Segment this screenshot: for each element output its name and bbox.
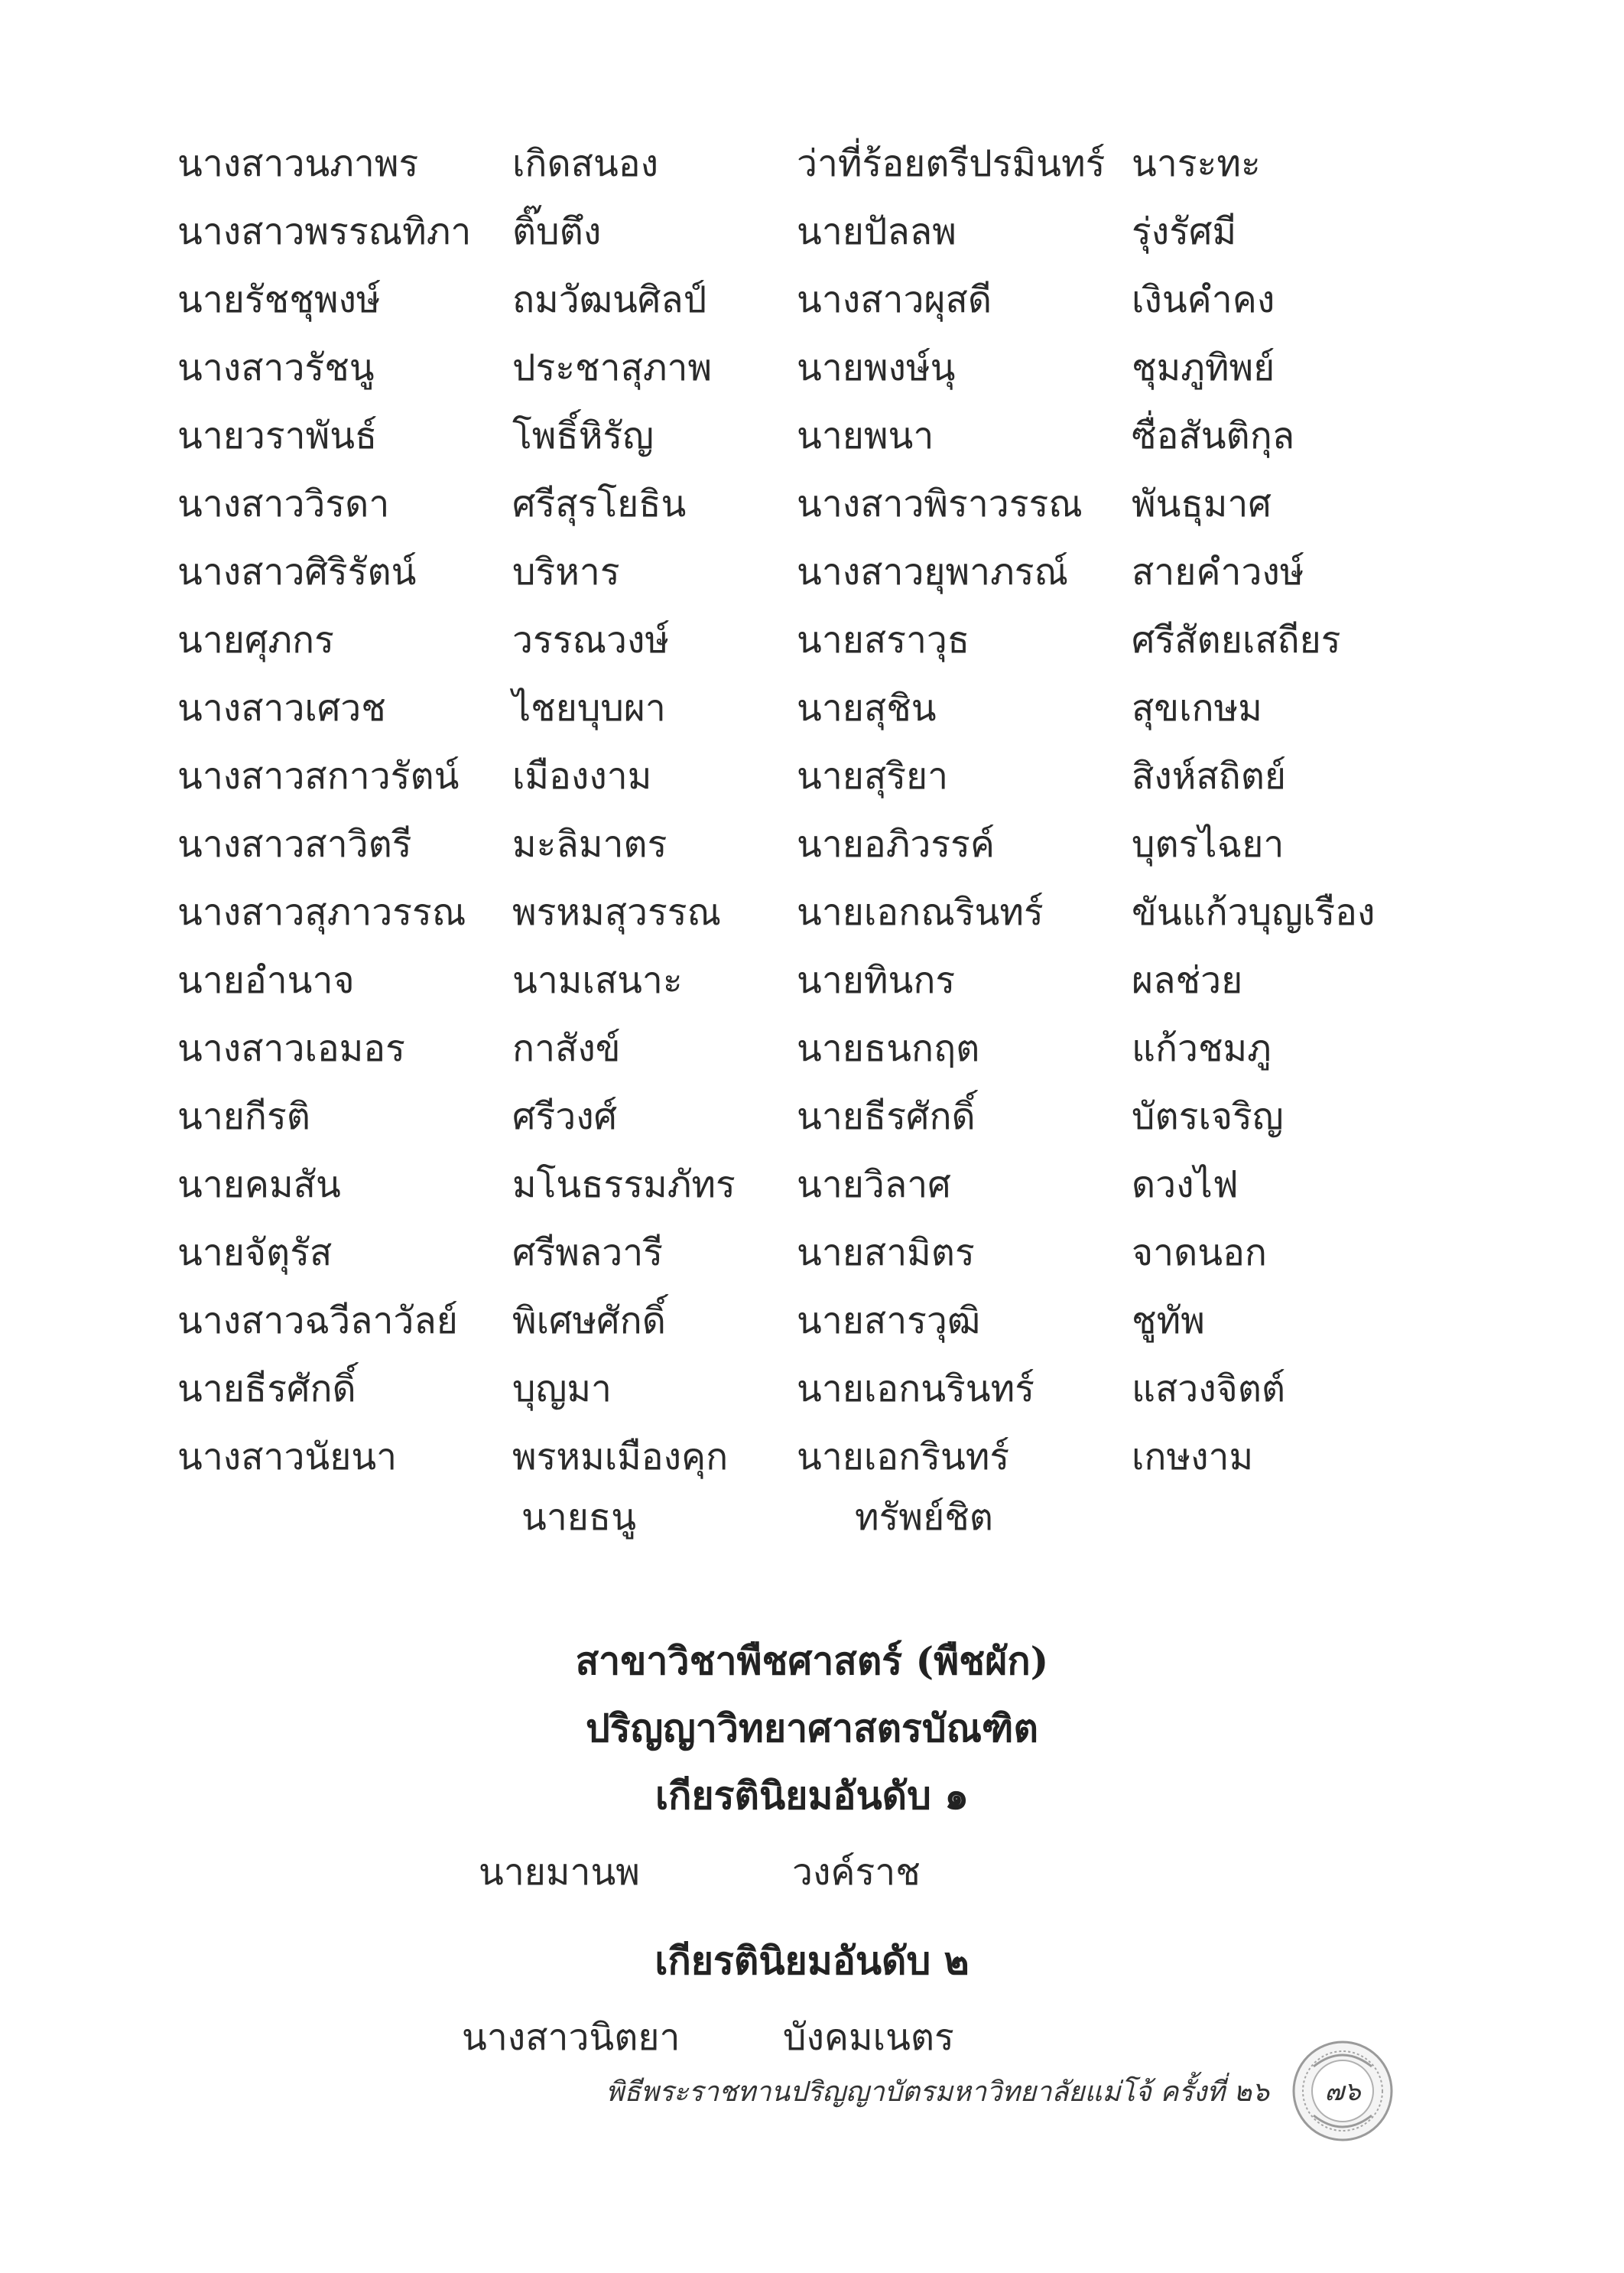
last-name: พันธุมาศ [1132, 483, 1272, 525]
graduate-name-row [177, 334, 1370, 402]
first-name: นางสาวเศวช [177, 687, 386, 730]
last-name: วรรณวงษ์ [512, 619, 670, 662]
first-name: นางสาวศิริรัตน์ [177, 551, 417, 593]
graduate-name-row [177, 743, 1370, 811]
first-name: นายธีรศักดิ์ [797, 1095, 976, 1138]
graduate-names-table [177, 130, 1376, 1491]
first-name: นางสาวนภาพร [177, 142, 419, 185]
last-name: โพธิ์หิรัญ [512, 415, 654, 457]
honor-first-class-heading: เกียรตินิยมอันดับ ๑ [655, 1773, 969, 1818]
last-name: ติ๊บตึง [512, 210, 602, 253]
graduate-name-row [177, 1423, 1370, 1491]
last-name: จาดนอก [1132, 1231, 1267, 1274]
last-name: ชุมภูทิพย์ [1132, 346, 1275, 389]
first-name: นายคมสัน [177, 1163, 341, 1206]
graduate-name-row [177, 1151, 1370, 1219]
first-name: นายอภิวรรค์ [797, 823, 995, 866]
page-number: ๗๖ [1324, 2076, 1361, 2107]
graduate-name-row [177, 470, 1370, 538]
last-name: มโนธรรมภัทร [512, 1163, 736, 1206]
last-name: มะลิมาตร [512, 823, 667, 866]
graduate-name-row [177, 402, 1370, 470]
first-name: นายวราพันธ์ [177, 415, 378, 457]
last-name: เมืองงาม [512, 755, 652, 798]
first-name: นางสาวนิตยา [462, 2016, 680, 2059]
last-name: ไชยบุบผา [512, 687, 666, 730]
last-name: ศรีพลวารี [512, 1231, 663, 1274]
first-name: นางสาวเอมอร [177, 1027, 405, 1070]
graduate-name-row [177, 266, 1370, 334]
last-name: พรหมเมืองคุก [512, 1436, 729, 1478]
last-name: สายคำวงษ์ [1132, 551, 1304, 593]
first-name: นายธนกฤต [797, 1027, 980, 1070]
graduate-name-row-final [0, 1484, 1624, 1552]
honor-first-class-row [0, 1839, 1624, 1906]
last-name: ศรีสัตยเสถียร [1132, 619, 1341, 662]
last-name: เกิดสนอง [512, 142, 659, 185]
last-name: พิเศษศักดิ์ [512, 1299, 666, 1342]
last-name: เกษงาม [1132, 1436, 1254, 1478]
last-name: ชูทัพ [1132, 1299, 1205, 1342]
last-name: เงินคำคง [1132, 278, 1275, 321]
first-name: นายศุภกร [177, 619, 334, 662]
last-name: ซื่อสันติกุล [1132, 415, 1295, 457]
graduate-name-row [177, 1083, 1370, 1151]
last-name: ทรัพย์ชิต [855, 1496, 993, 1539]
graduate-name-row [177, 538, 1370, 606]
first-name: นางสาวผุสดี [797, 278, 992, 321]
last-name: ศรีวงศ์ [512, 1095, 618, 1138]
last-name: ดวงไฟ [1132, 1163, 1239, 1206]
first-name: นางสาวฉวีลาวัลย์ [177, 1299, 458, 1342]
first-name: นายมานพ [479, 1851, 640, 1894]
first-name: นายทินกร [797, 959, 956, 1002]
first-name: นายพนา [797, 415, 934, 457]
last-name: พรหมสุวรรณ [512, 891, 722, 934]
honor-second-class-heading: เกียรตินิยมอันดับ ๒ [654, 1938, 970, 1983]
first-name: นายเอกรินทร์ [797, 1436, 1010, 1478]
first-name: นายเอกณรินทร์ [797, 891, 1044, 934]
last-name: บังคมเนตร [783, 2016, 954, 2059]
last-name: สุขเกษม [1132, 687, 1262, 730]
graduate-name-row [177, 1219, 1370, 1287]
first-name: นางสาวสาวิตรี [177, 823, 412, 866]
graduate-name-row [177, 1287, 1370, 1355]
first-name: นายพงษ์นุ [797, 346, 956, 389]
last-name: บุญมา [512, 1367, 612, 1410]
first-name: นายอำนาจ [177, 959, 355, 1002]
graduate-name-row [177, 1015, 1370, 1083]
first-name: นางสาวนัยนา [177, 1436, 398, 1478]
first-name: นายจัตุรัส [177, 1231, 333, 1274]
first-name: นางสาวพรรณทิภา [177, 210, 472, 253]
last-name: ขันแก้วบุญเรือง [1132, 891, 1376, 934]
last-name: ผลช่วย [1132, 959, 1243, 1002]
first-name: นายธนู [521, 1496, 636, 1539]
first-name: นายสามิตร [797, 1231, 975, 1274]
last-name: นามเสนาะ [512, 959, 683, 1002]
first-name: นายสราวุธ [797, 619, 970, 662]
last-name: นาระทะ [1132, 142, 1261, 185]
first-name: นายปัลลพ [797, 210, 957, 253]
last-name: แก้วชมภู [1132, 1027, 1272, 1070]
last-name: รุ่งรัศมี [1132, 210, 1237, 253]
first-name: นายวิลาศ [797, 1163, 951, 1206]
graduate-name-row [177, 879, 1376, 947]
last-name: สิงห์สถิตย์ [1132, 755, 1287, 798]
first-name: นายธีรศักดิ์ [177, 1367, 356, 1410]
graduate-name-row [177, 811, 1370, 879]
graduate-name-row [177, 198, 1370, 266]
first-name: นางสาวสกาวรัตน์ [177, 755, 460, 798]
first-name: ว่าที่ร้อยตรีปรมินทร์ [797, 142, 1106, 185]
first-name: นายสารวุฒิ [797, 1299, 981, 1342]
graduate-name-row [177, 1355, 1370, 1423]
first-name: นางสาวยุพาภรณ์ [797, 551, 1069, 593]
first-name: นางสาวพิราวรรณ [797, 483, 1083, 525]
last-name: แสวงจิตต์ [1132, 1367, 1286, 1410]
first-name: นายสุชิน [797, 687, 937, 730]
last-name: บุตรไฉยา [1132, 823, 1285, 866]
first-name: นางสาวรัชนู [177, 346, 375, 389]
last-name: บัตรเจริญ [1132, 1095, 1284, 1138]
last-name: กาสังข์ [512, 1027, 621, 1070]
graduate-name-row [177, 130, 1370, 198]
graduate-name-row [177, 606, 1370, 675]
last-name: บริหาร [512, 551, 620, 593]
first-name: นายสุริยา [797, 755, 949, 798]
first-name: นายรัชชุพงษ์ [177, 278, 381, 321]
major-title: สาขาวิชาพืชศาสตร์ (พืชผัก) [575, 1638, 1049, 1683]
degree-title: ปริญญาวิทยาศาสตรบัณฑิต [585, 1706, 1039, 1751]
last-name: ถมวัฒนศิลป์ [512, 278, 707, 321]
last-name: ศรีสุรโยธิน [512, 483, 687, 525]
university-seal-icon [1291, 2039, 1395, 2143]
first-name: นางสาววิรดา [177, 483, 390, 525]
graduate-name-row [177, 675, 1370, 743]
first-name: นางสาวสุภาวรรณ [177, 891, 466, 934]
last-name: วงค์ราช [792, 1851, 921, 1894]
ceremony-footer: พิธีพระราชทานปริญญาบัตรมหาวิทยาลัยแม่โจ้ ครั้งที่ ๒๖ [606, 2076, 1269, 2108]
first-name: นายเอกนรินทร์ [797, 1367, 1035, 1410]
first-name: นายกีรติ [177, 1095, 310, 1138]
last-name: ประชาสุภาพ [512, 346, 713, 389]
graduate-name-row [177, 947, 1370, 1015]
